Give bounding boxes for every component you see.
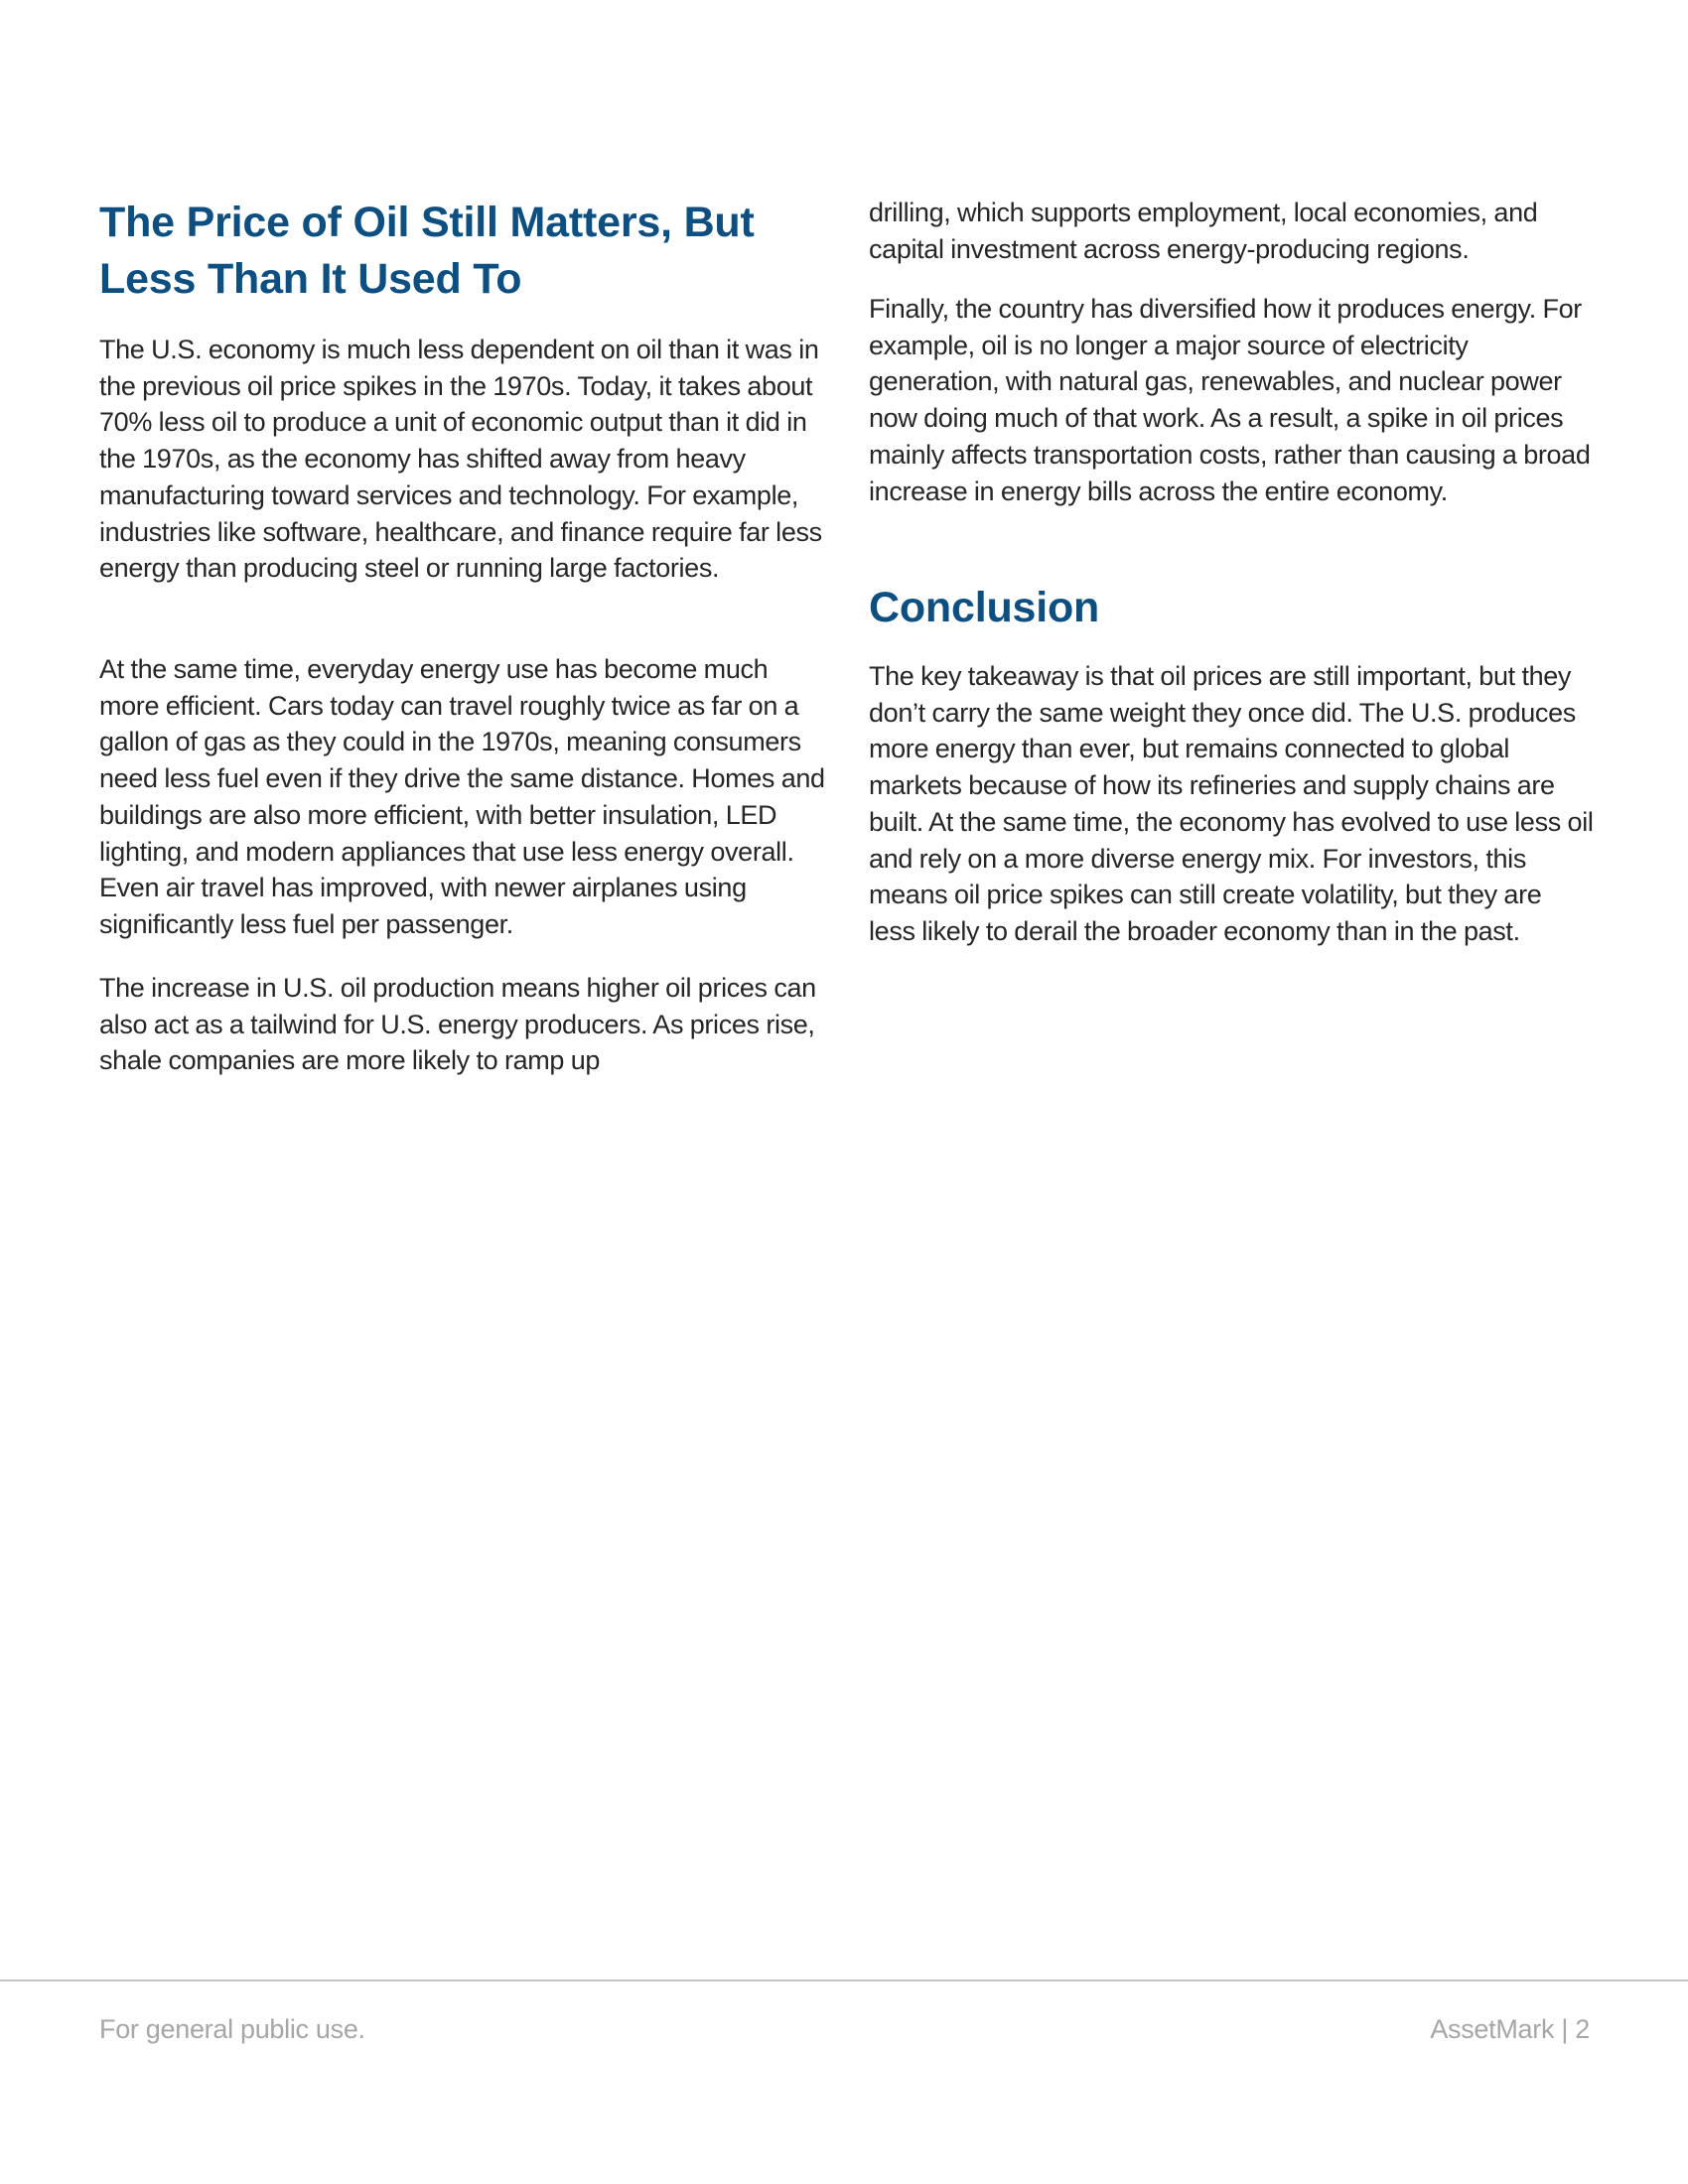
paragraph-energy-efficiency: At the same time, everyday energy use has become much more efficient. Cars today can travel roughly twice as far on a gallon of gas as they could in the 1970s, meaning consumers need less fuel even if they drive the same distance. Homes and buildings are also more efficient, with better insulation, LED lighting, and modern appliances that use less energy overall. Even air travel has improved, with newer airplanes using significantly less fuel per passenger. — [99, 654, 825, 939]
footer-divider — [0, 1979, 1688, 1981]
paragraph-drilling-continued: drilling, which supports employment, local economies, and capital investment across energy-producing regions. — [869, 198, 1538, 264]
section-heading-oil-price: The Price of Oil Still Matters, But Less Than It Used To — [99, 199, 755, 303]
paragraph-us-production: The increase in U.S. oil production means higher oil prices can also act as a tailwind for U.S. energy producers. As prices rise, shale companies are more likely to ramp up — [99, 973, 816, 1076]
paragraph-energy-diversification: Finally, the country has diversified how it produces energy. For example, oil is no longer a major source of electricity generation, with natural gas, renewables, and nuclear power now doing much of that work. As a result, a spike in oil prices mainly affects transportation costs, rather than causing a broad increase in energy bills across the entire economy. — [869, 294, 1591, 506]
section-heading-conclusion: Conclusion — [869, 584, 1100, 631]
paragraph-conclusion: The key takeaway is that oil prices are still important, but they don’t carry the same weight they once did. The U.S. produces more energy than ever, but remains connected to global markets because of how its refineries and supply chains are built. At the same time, the economy has evolved to use less oil and rely on a more diverse energy mix. For investors, this means oil price spikes can still create volatility, but they are less likely to derail the broader economy than in the past. — [869, 661, 1594, 946]
paragraph-oil-dependence: The U.S. economy is much less dependent on oil than it was in the previous oil price spikes in the 1970s. Today, it takes about 70% less oil to produce a unit of economic output than it did in the 1970s, as the economy has shifted away from heavy manufacturing toward services and technology. For example, industries like software, healthcare, and finance require far less energy than producing steel or running large factories. — [99, 335, 822, 584]
footer-disclaimer: For general public use. — [99, 2014, 365, 2044]
footer-brand-page-number: AssetMark | 2 — [1430, 2014, 1590, 2044]
